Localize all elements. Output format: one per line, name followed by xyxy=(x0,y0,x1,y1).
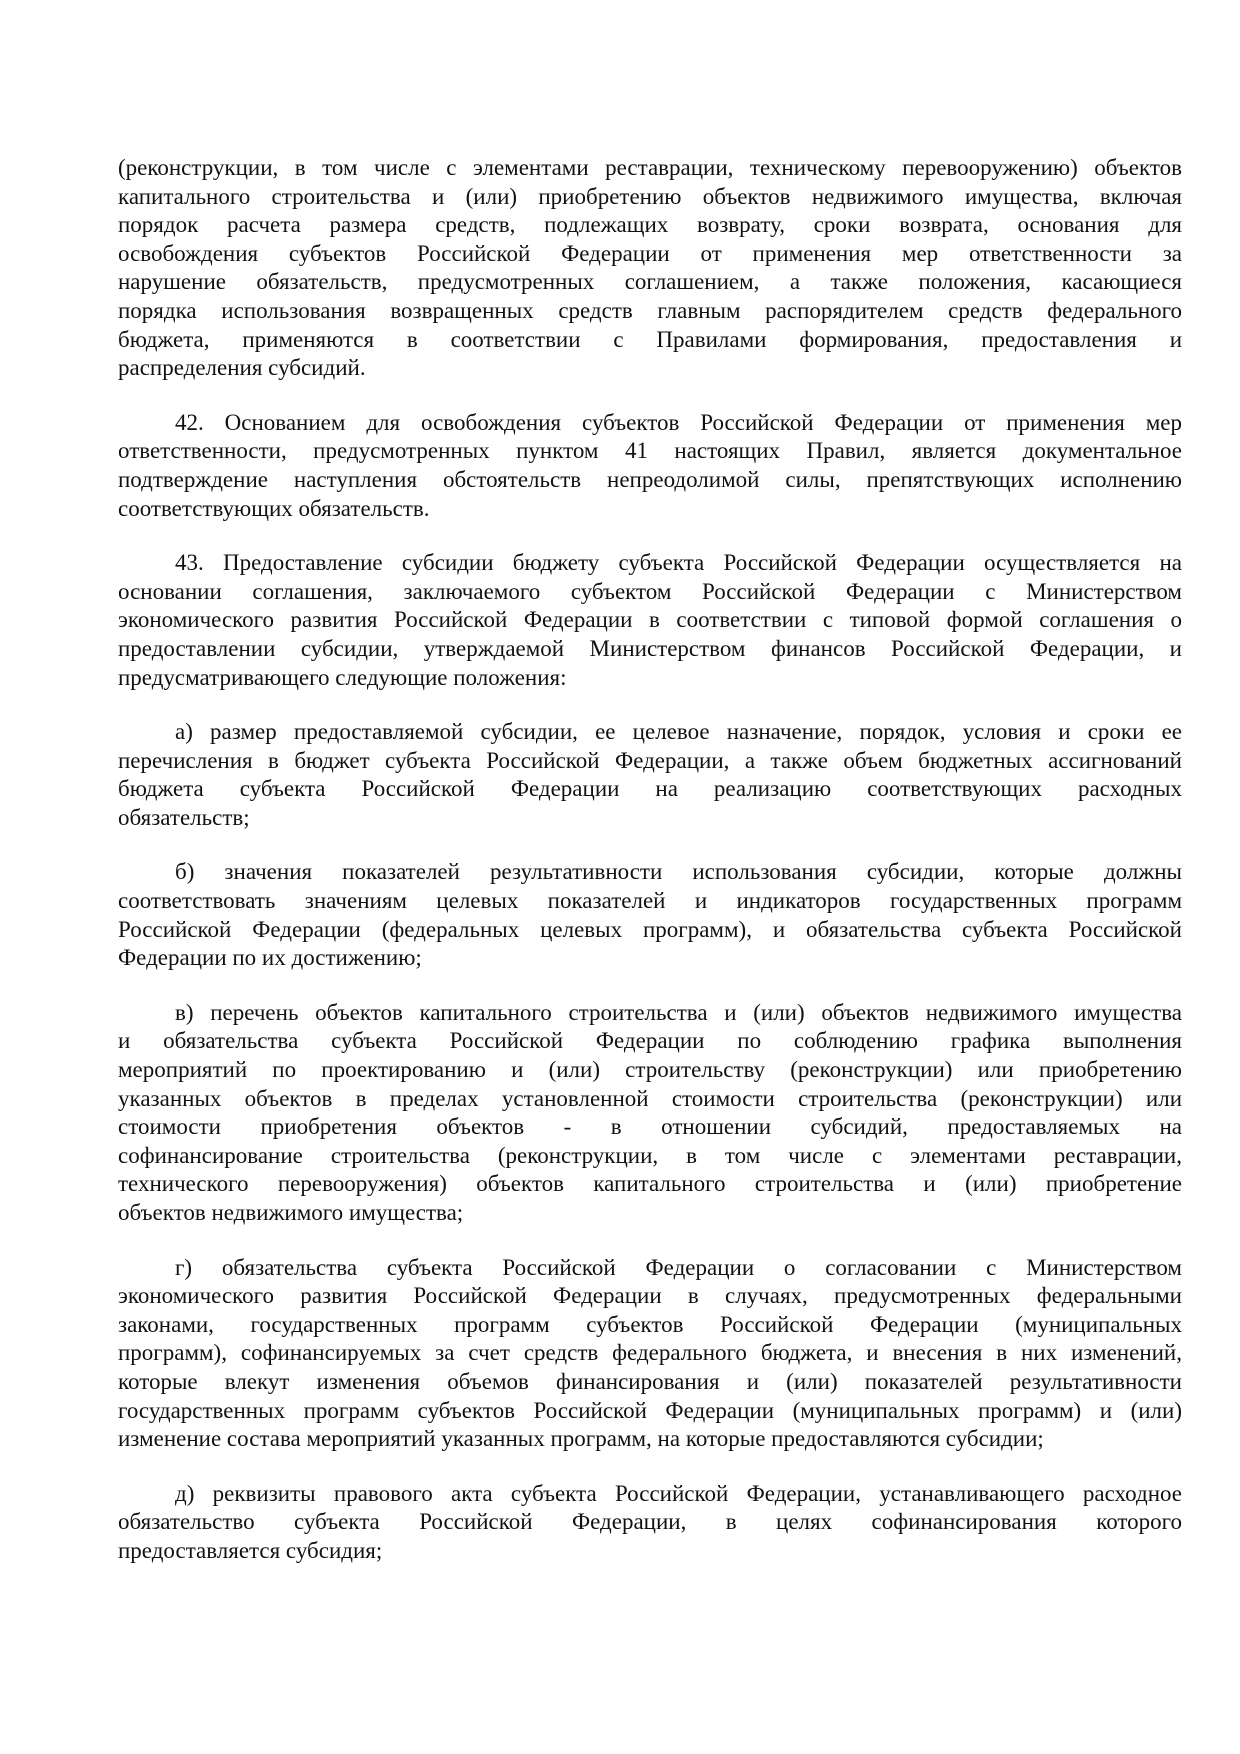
paragraph xyxy=(118,1480,1182,1566)
paragraph xyxy=(118,718,1182,832)
document-page xyxy=(118,154,1182,1592)
text-line: объектов недвижимого имущества; xyxy=(118,1200,464,1225)
paragraph xyxy=(118,409,1182,523)
text-line: стоимости приобретения объектов - в отношении субсидий, предоставляемых на xyxy=(118,1114,1182,1140)
text-line: (реконструкции, в том числе с элементами реставрации, техническому перевооружению) объектов xyxy=(118,155,1182,180)
text-line: мероприятий по проектированию и (или) строительству (реконструкции) или приобретению xyxy=(118,1057,1182,1083)
text-line: обязательство субъекта Российской Федерации, в целях софинансирования которого xyxy=(118,1509,1182,1535)
text-line: в) перечень объектов капитального строительства и (или) объектов недвижимого имущества xyxy=(175,999,1182,1025)
text-line: Российской Федерации (федеральных целевых программ), и обязательства субъекта Российской xyxy=(118,916,1182,942)
text-line: обязательств; xyxy=(118,804,250,830)
text-line: подтверждение наступления обстоятельств непреодолимой силы, препятствующих исполнению xyxy=(118,466,1182,492)
text-line: государственных программ субъектов Российской Федерации (муниципальных программ) и (или) xyxy=(118,1397,1182,1423)
text-line: соответствующих обязательств. xyxy=(118,495,430,521)
text-line: 43. Предоставление субсидии бюджету субъекта Российской Федерации осуществляется на xyxy=(175,550,1182,576)
text-line: изменение состава мероприятий указанных программ, на которые предоставляются субсидии; xyxy=(118,1426,1044,1452)
paragraph xyxy=(118,999,1182,1228)
paragraph xyxy=(118,1254,1182,1454)
text-line: д) реквизиты правового акта субъекта Российской Федерации, устанавливающего расходное xyxy=(175,1480,1182,1506)
paragraph xyxy=(118,858,1182,972)
text-line: которые влекут изменения объемов финансирования и (или) показателей результативности xyxy=(118,1368,1182,1394)
paragraph xyxy=(118,549,1182,692)
text-line: основании соглашения, заключаемого субъектом Российской Федерации с Министерством xyxy=(118,578,1182,604)
paragraph xyxy=(118,154,1182,383)
text-line: б) значения показателей результативности использования субсидии, которые должны xyxy=(175,859,1182,885)
text-line: порядка использования возвращенных средств главным распорядителем средств федерального xyxy=(118,297,1182,323)
text-line: г) обязательства субъекта Российской Федерации о согласовании с Министерством xyxy=(175,1254,1182,1280)
text-line: экономического развития Российской Федерации в случаях, предусмотренных федеральными xyxy=(118,1283,1182,1309)
text-line: экономического развития Российской Федерации в соответствии с типовой формой соглашения о xyxy=(118,607,1182,633)
text-line: перечисления в бюджет субъекта Российской Федерации, а также объем бюджетных ассигнований xyxy=(118,747,1182,773)
text-line: предоставляется субсидия; xyxy=(118,1537,383,1563)
text-line: бюджета, применяются в соответствии с Правилами формирования, предоставления и xyxy=(118,326,1182,352)
text-line: порядок расчета размера средств, подлежащих возврату, сроки возврата, основания для xyxy=(118,212,1182,238)
text-line: предусматривающего следующие положения: xyxy=(118,664,567,690)
text-line: программ), софинансируемых за счет средств федерального бюджета, и внесения в них изменений, xyxy=(118,1340,1182,1366)
text-line: бюджета субъекта Российской Федерации на реализацию соответствующих расходных xyxy=(118,776,1182,802)
text-line: нарушение обязательств, предусмотренных соглашением, а также положения, касающиеся xyxy=(118,269,1182,295)
text-line: 42. Основанием для освобождения субъектов Российской Федерации от применения мер xyxy=(175,409,1182,435)
text-line: софинансирование строительства (реконструкции, в том числе с элементами реставрации, xyxy=(118,1142,1182,1168)
text-line: а) размер предоставляемой субсидии, ее целевое назначение, порядок, условия и сроки ее xyxy=(175,719,1182,745)
text-line: законами, государственных программ субъектов Российской Федерации (муниципальных xyxy=(118,1311,1182,1337)
text-line: Федерации по их достижению; xyxy=(118,945,422,971)
text-line: указанных объектов в пределах установленной стоимости строительства (реконструкции) или xyxy=(118,1085,1182,1111)
text-line: капитального строительства и (или) приобретению объектов недвижимого имущества, включая xyxy=(118,183,1182,209)
text-line: распределения субсидий. xyxy=(118,355,366,381)
text-line: соответствовать значениям целевых показателей и индикаторов государственных программ xyxy=(118,888,1182,914)
text-line: ответственности, предусмотренных пунктом 41 настоящих Правил, является документальное xyxy=(118,438,1182,464)
text-line: предоставлении субсидии, утверждаемой Министерством финансов Российской Федерации, и xyxy=(118,635,1182,661)
text-line: и обязательства субъекта Российской Федерации по соблюдению графика выполнения xyxy=(118,1028,1182,1054)
text-line: освобождения субъектов Российской Федерации от применения мер ответственности за xyxy=(118,240,1182,266)
text-line: технического перевооружения) объектов капитального строительства и (или) приобретение xyxy=(118,1171,1182,1197)
